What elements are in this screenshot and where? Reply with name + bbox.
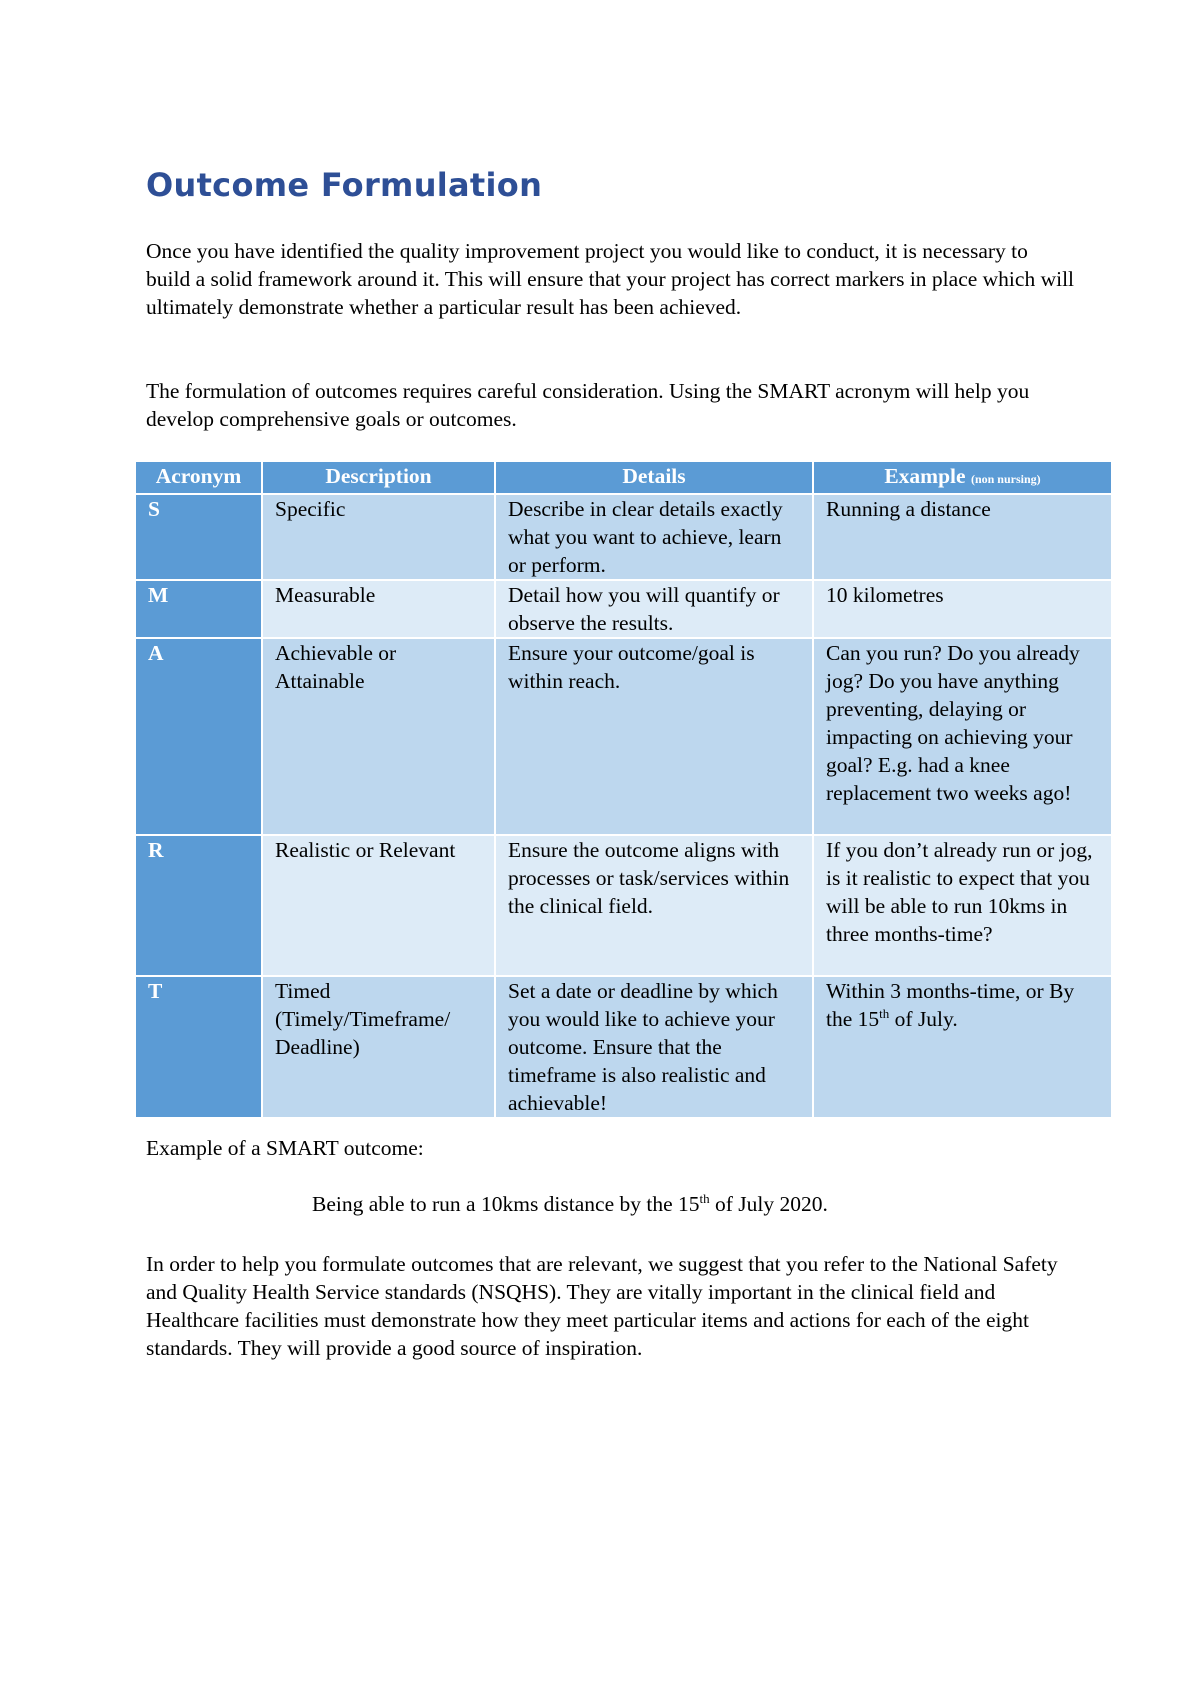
smart-paragraph: The formulation of outcomes requires careful consideration. Using the SMART acronym will help you develop comprehensive goals or outcomes.: [146, 379, 1030, 431]
table-row: [135, 494, 1112, 580]
intro-paragraph: Once you have identified the quality improvement project you would like to conduct, it is necessary to build a solid framework around it. This will ensure that your project has correct markers in place which will ultimately demonstrate whether a particular result has been achieved.: [146, 239, 1075, 319]
example-sentence-ordinal: th: [699, 1190, 710, 1206]
row-letter: A: [135, 638, 262, 835]
header-details: Details: [495, 461, 813, 494]
row-description: Achievable or Attainable: [262, 638, 495, 835]
table-row: [135, 835, 1112, 976]
row-details: Detail how you will quantify or observe the results.: [495, 580, 813, 638]
row-example-ordinal: th: [879, 1005, 890, 1021]
example-sentence-text: Being able to run a 10kms distance by the 15: [312, 1192, 700, 1216]
smart-table: [134, 460, 1113, 1119]
page-title: Outcome Formulation: [146, 166, 543, 204]
row-example: [813, 976, 1112, 1118]
row-letter: S: [135, 494, 262, 580]
example-sentence-end: of July 2020.: [709, 1192, 828, 1216]
example-label: Example of a SMART outcome:: [146, 1136, 424, 1160]
row-example: If you don’t already run or jog, is it realistic to expect that you will be able to run 10kms in three months-time?: [813, 835, 1112, 976]
row-letter: T: [135, 976, 262, 1118]
row-example: Can you run? Do you already jog? Do you have anything preventing, delaying or impacting on achieving your goal? E.g. had a knee replacement two weeks ago!: [813, 638, 1112, 835]
table-row: [135, 638, 1112, 835]
row-example: Running a distance: [813, 494, 1112, 580]
row-details: Ensure your outcome/goal is within reach.: [495, 638, 813, 835]
row-description: Specific: [262, 494, 495, 580]
header-example-label: Example: [884, 464, 966, 488]
example-sentence: [312, 1190, 1112, 1218]
row-example-text-end: of July.: [889, 1007, 958, 1031]
row-letter: R: [135, 835, 262, 976]
row-example: 10 kilometres: [813, 580, 1112, 638]
row-details: Ensure the outcome aligns with processes or task/services within the clinical field.: [495, 835, 813, 976]
row-details: Set a date or deadline by which you would like to achieve your outcome. Ensure that the timeframe is also realistic and achievable!: [495, 976, 813, 1118]
closing-paragraph: In order to help you formulate outcomes that are relevant, we suggest that you refer to the National Safety and Quality Health Service standards (NSQHS). They are vitally important in the clinical field and Healthcare facilities must demonstrate how they meet particular items and actions for each of the eight standards. They will provide a good source of inspiration.: [146, 1252, 1058, 1360]
row-example-text: Within 3 months-time, or By the 15: [826, 979, 1075, 1031]
header-acronym: Acronym: [135, 461, 262, 494]
row-description: Measurable: [262, 580, 495, 638]
row-description: Timed (Timely/Timeframe/ Deadline): [262, 976, 495, 1118]
header-description: Description: [262, 461, 495, 494]
row-letter: M: [135, 580, 262, 638]
table-row: [135, 580, 1112, 638]
header-example: [813, 461, 1112, 494]
table-header-row: [135, 461, 1112, 494]
header-example-note: (non nursing): [970, 472, 1041, 486]
row-description: Realistic or Relevant: [262, 835, 495, 976]
table-row: [135, 976, 1112, 1118]
row-details: Describe in clear details exactly what you want to achieve, learn or perform.: [495, 494, 813, 580]
